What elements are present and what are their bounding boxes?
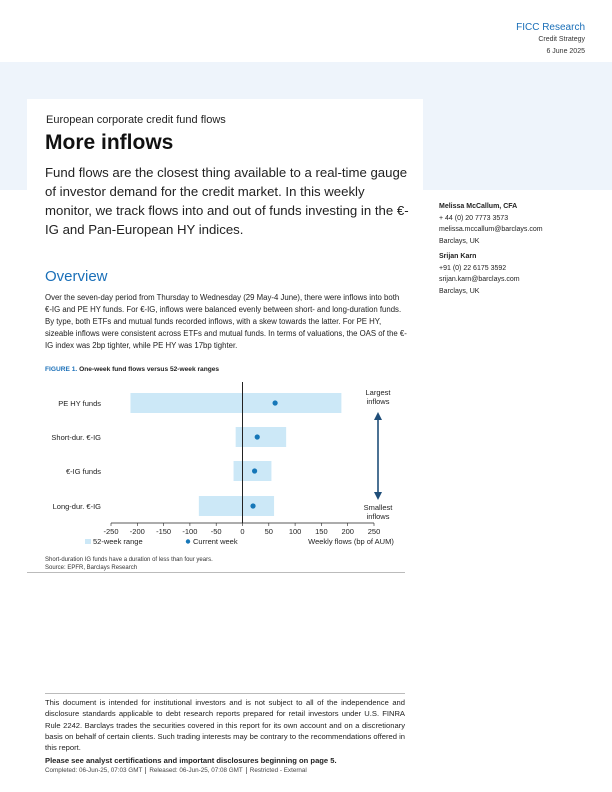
author-name: Srijan Karn [439, 253, 477, 260]
x-tick-label: 250 [367, 527, 381, 536]
x-tick-label: 150 [315, 527, 328, 536]
restricted-label: Restricted - External [249, 767, 307, 774]
author-email[interactable]: melissa.mccallum@barclays.com [439, 226, 543, 233]
arrow-up-head [374, 412, 382, 420]
figure-title: One-week fund flows versus 52-week ranges [79, 366, 220, 373]
x-tick-label: 200 [341, 527, 354, 536]
x-tick-label: 50 [264, 527, 273, 536]
author-card [439, 201, 543, 247]
x-tick-label: 0 [240, 527, 245, 536]
figure-source: Source: EPFR, Barclays Research [45, 565, 138, 571]
author-phone: + 44 (0) 20 7773 3573 [439, 214, 509, 222]
range-bar [236, 427, 286, 447]
range-bar [199, 496, 274, 516]
report-date: 6 June 2025 [546, 48, 585, 55]
annotation-bottom: Smallest [363, 503, 393, 512]
section-title: Overview [45, 268, 108, 285]
category-label: PE HY funds [58, 399, 101, 408]
category-label: Short-dur. €-IG [51, 433, 101, 442]
footer-timestamps [45, 767, 313, 774]
overview-paragraph: Over the seven-day period from Thursday to Wednesday (29 May-4 June), there were inflows into both €-IG and PE HY funds. For €-IG, inflows were balanced evenly between short- and long-duration funds. By type, both ETFs and mutual funds recorded inflows, with a skew towards the latter. For PE HY, sizeable inflows were consistent across ETFs and mutual funds. In terms of valuations, the OAS of the €-IG index was 2bp tighter, while PE HY was 17bp tighter. [45, 293, 407, 350]
annotation-top: Largest [365, 388, 391, 397]
current-week-point [252, 468, 257, 473]
fund-flows-chart [45, 380, 405, 552]
figure-label: FIGURE 1. [45, 366, 78, 373]
x-tick-label: -100 [182, 527, 198, 536]
authors-block [439, 201, 543, 301]
disclaimer-divider [45, 693, 405, 694]
released-time: Released: 06-Jun-25, 07:08 GMT [149, 767, 246, 774]
author-email[interactable]: srijan.karn@barclays.com [439, 276, 520, 283]
legend-range-label: 52-week range [93, 537, 143, 546]
figure-notes [45, 556, 213, 572]
article-kicker: European corporate credit fund flows [46, 114, 226, 126]
figure-caption [45, 366, 219, 373]
author-phone: +91 (0) 22 6175 3592 [439, 264, 507, 272]
disclaimer-text: This document is intended for institutional investors and is not subject to all of the independence and disclosure standards applicable to debt research reports prepared for retail investors under U.S. FINRA Rule 2242. Barclays trades the securities covered in this report for its own account and on a discretionary basis on behalf of certain clients. Such trading interests may be contrary to the recommendations offered in this report. [45, 698, 405, 753]
current-week-point [273, 400, 278, 405]
current-week-point [255, 434, 260, 439]
current-week-point [250, 503, 255, 508]
author-card [439, 251, 543, 297]
article-lede: Fund flows are the closest thing available to a real-time gauge of investor demand for the credit market. In this weekly monitor, we track flows into and out of funds investing in the €-IG and Pan-European HY indices. [45, 165, 409, 237]
annotation-bottom: inflows [366, 512, 390, 521]
range-bar [130, 393, 341, 413]
author-org: Barclays, UK [439, 287, 480, 295]
report-header [516, 22, 585, 57]
category-label: €-IG funds [65, 467, 101, 476]
category-label: Long-dur. €-IG [52, 502, 101, 511]
completed-time: Completed: 06-Jun-25, 07:03 GMT [45, 767, 146, 774]
legend-current-label: Current week [193, 537, 238, 546]
division-label: FICC Research [516, 22, 585, 33]
x-axis-label: Weekly flows (bp of AUM) [308, 537, 394, 546]
article-title: More inflows [45, 131, 174, 154]
certifications-note[interactable]: Please see analyst certifications and important disclosures beginning on page 5. [45, 756, 337, 765]
author-org: Barclays, UK [439, 237, 480, 245]
x-tick-label: -250 [103, 527, 119, 536]
annotation-top: inflows [366, 397, 390, 406]
x-tick-label: -50 [210, 527, 222, 536]
x-tick-label: 100 [288, 527, 302, 536]
arrow-down-head [374, 492, 382, 500]
panel-divider [27, 572, 405, 573]
x-tick-label: -150 [156, 527, 172, 536]
legend-range-swatch [85, 539, 91, 544]
legend-current-swatch [186, 539, 190, 543]
x-tick-label: -200 [129, 527, 145, 536]
author-name: Melissa McCallum, CFA [439, 203, 518, 210]
team-label: Credit Strategy [538, 36, 585, 43]
figure-note: Short-duration IG funds have a duration of less than four years. [45, 557, 213, 563]
